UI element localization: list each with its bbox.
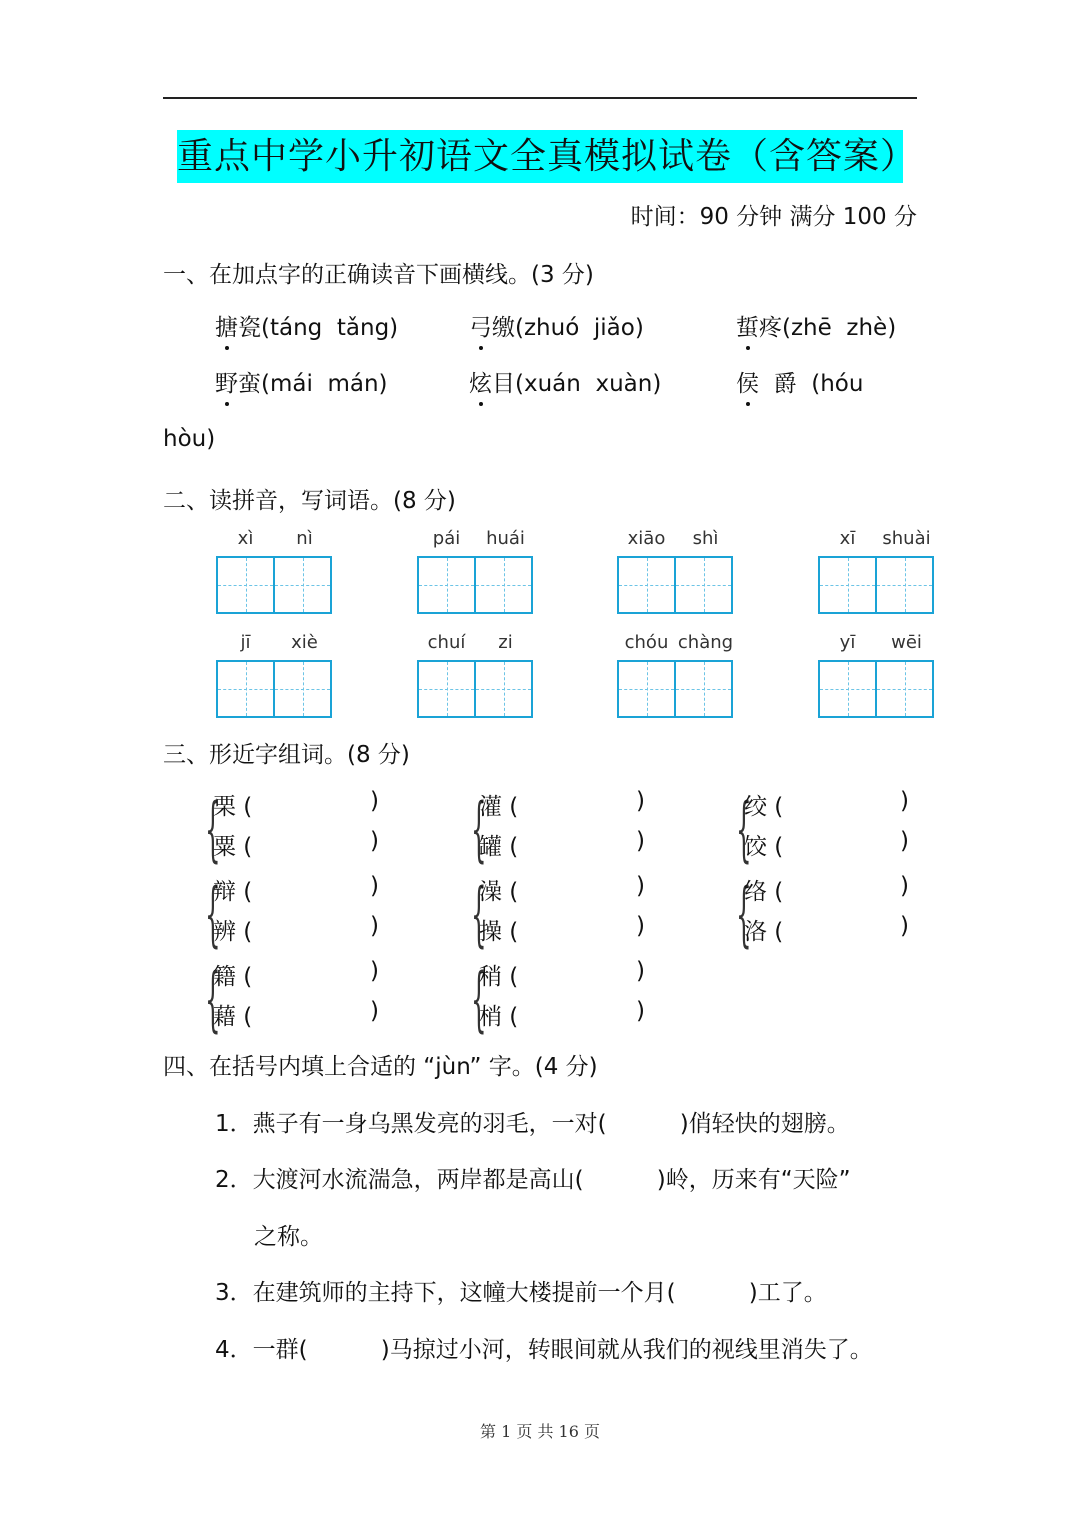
char-pair — [205, 788, 425, 868]
dotted-char: 弓 — [469, 309, 492, 342]
pinyin-syllable: pái — [432, 528, 461, 549]
pinyin-syllable: wēi — [891, 632, 922, 653]
writing-cell[interactable] — [674, 558, 731, 612]
pair-char: 洛 ( — [744, 919, 784, 945]
pair-char: 络 ( — [744, 879, 784, 905]
brace-icon: { — [205, 873, 221, 955]
page-title: 重点中学小升初语文全真模拟试卷（含答案） — [177, 130, 903, 183]
q1-item — [736, 365, 863, 398]
q1-item — [469, 365, 661, 398]
writing-cell[interactable] — [474, 662, 531, 716]
brace-icon: { — [471, 873, 487, 955]
answer-blank[interactable]: ) — [900, 828, 909, 854]
pinyin-syllable: chóu — [624, 632, 669, 653]
answer-blank[interactable]: ) — [636, 913, 645, 939]
q4-line-4: 4．一群( )马掠过小河，转眼间就从我们的视线里消失了。 — [215, 1337, 873, 1363]
dotted-char: 野 — [215, 365, 238, 398]
dotted-char: 搪 — [215, 309, 238, 342]
writing-cell[interactable] — [419, 662, 474, 716]
char-pair — [205, 873, 425, 953]
q4-line-2: 2．大渡河水流湍急，两岸都是高山( )岭，历来有“天险” — [215, 1167, 851, 1193]
pinyin-label — [617, 632, 735, 653]
pinyin-syllable: xī — [839, 528, 856, 549]
answer-blank[interactable]: ) — [636, 998, 645, 1024]
dotted-char: 侯 — [736, 365, 759, 398]
writing-cell[interactable] — [218, 662, 273, 716]
brace-icon: { — [205, 788, 221, 870]
brace-icon: { — [205, 958, 221, 1040]
writing-grid[interactable] — [417, 660, 533, 718]
pinyin-syllable: zi — [498, 632, 513, 653]
pinyin-label — [417, 528, 535, 549]
answer-blank[interactable]: ) — [636, 958, 645, 984]
answer-blank[interactable]: ) — [370, 828, 379, 854]
pair-char: 籍 ( — [213, 964, 253, 990]
q4-line-3: 3．在建筑师的主持下，这幢大楼提前一个月( )工了。 — [215, 1280, 827, 1306]
writing-grid[interactable] — [617, 556, 733, 614]
answer-blank[interactable]: ) — [370, 998, 379, 1024]
char-pair — [736, 873, 956, 953]
answer-blank[interactable]: ) — [636, 788, 645, 814]
brace-icon: { — [471, 788, 487, 870]
q4-line-2-cont: 之称。 — [254, 1224, 323, 1250]
writing-cell[interactable] — [820, 662, 875, 716]
pinyin-options: 目(xuán xuàn) — [492, 371, 662, 397]
pinyin-syllable: jī — [240, 632, 251, 653]
pinyin-syllable: nì — [296, 528, 313, 549]
pinyin-syllable: xì — [237, 528, 254, 549]
q1-overflow: hòu) — [163, 426, 216, 452]
char-pair — [471, 958, 691, 1038]
answer-blank[interactable]: ) — [370, 913, 379, 939]
q1-item — [736, 309, 896, 342]
pair-char: 绞 ( — [744, 794, 784, 820]
brace-icon: { — [736, 788, 752, 870]
pinyin-label — [216, 632, 334, 653]
answer-blank[interactable]: ) — [900, 788, 909, 814]
q1-item — [469, 309, 644, 342]
writing-cell[interactable] — [273, 662, 330, 716]
section-4-heading: 四、在括号内填上合适的 “jùn” 字。(4 分) — [163, 1054, 598, 1080]
pinyin-label — [216, 528, 334, 549]
top-rule — [163, 97, 917, 99]
pinyin-label — [818, 632, 936, 653]
pair-char: 饺 ( — [744, 834, 784, 860]
pinyin-options: 疼(zhē zhè) — [759, 315, 897, 341]
writing-cell[interactable] — [619, 662, 674, 716]
dotted-char: 炫 — [469, 365, 492, 398]
brace-icon: { — [736, 873, 752, 955]
char-pair — [471, 788, 691, 868]
section-3-heading: 三、形近字组词。(8 分) — [163, 742, 410, 768]
pair-char: 操 ( — [479, 919, 519, 945]
pair-char: 灌 ( — [479, 794, 519, 820]
writing-grid[interactable] — [818, 556, 934, 614]
char-pair — [471, 873, 691, 953]
writing-grid[interactable] — [216, 556, 332, 614]
q1-item — [215, 365, 388, 398]
writing-cell[interactable] — [273, 558, 330, 612]
pinyin-syllable: chàng — [677, 632, 734, 653]
pair-char: 辨 ( — [213, 919, 253, 945]
pinyin-syllable: shuài — [882, 528, 931, 549]
writing-cell[interactable] — [875, 662, 932, 716]
pinyin-options: 爵 (hóu — [759, 371, 864, 397]
writing-grid[interactable] — [216, 660, 332, 718]
pinyin-syllable: yī — [839, 632, 856, 653]
writing-cell[interactable] — [218, 558, 273, 612]
answer-blank[interactable]: ) — [900, 873, 909, 899]
section-2-heading: 二、读拼音，写词语。(8 分) — [163, 488, 456, 514]
pinyin-options: 缴(zhuó jiǎo) — [492, 315, 644, 341]
writing-cell[interactable] — [419, 558, 474, 612]
pair-char: 罐 ( — [479, 834, 519, 860]
q4-line-1: 1．燕子有一身乌黑发亮的羽毛，一对( )俏轻快的翅膀。 — [215, 1111, 850, 1137]
page-footer: 第 1 页 共 16 页 — [480, 1422, 600, 1441]
q1-item — [215, 309, 398, 342]
brace-icon: { — [471, 958, 487, 1040]
writing-grid[interactable] — [617, 660, 733, 718]
pair-char: 辩 ( — [213, 879, 253, 905]
pinyin-label — [417, 632, 535, 653]
pinyin-syllable: xiè — [291, 632, 318, 653]
answer-blank[interactable]: ) — [370, 958, 379, 984]
writing-grid[interactable] — [818, 660, 934, 718]
writing-cell[interactable] — [674, 662, 731, 716]
section-1-heading: 一、在加点字的正确读音下画横线。(3 分) — [163, 262, 594, 288]
pinyin-label — [617, 528, 735, 549]
answer-blank[interactable]: ) — [636, 873, 645, 899]
answer-blank[interactable]: ) — [370, 873, 379, 899]
pair-char: 栗 ( — [213, 794, 253, 820]
answer-blank[interactable]: ) — [636, 828, 645, 854]
writing-cell[interactable] — [820, 558, 875, 612]
pinyin-syllable: shì — [692, 528, 719, 549]
answer-blank[interactable]: ) — [370, 788, 379, 814]
pinyin-syllable: huái — [486, 528, 525, 549]
time-info: 时间：90 分钟 满分 100 分 — [630, 204, 917, 230]
pair-char: 藉 ( — [213, 1004, 253, 1030]
pinyin-syllable: xiāo — [627, 528, 666, 549]
char-pair — [205, 958, 425, 1038]
writing-cell[interactable] — [474, 558, 531, 612]
char-pair — [736, 788, 956, 868]
writing-grid[interactable] — [417, 556, 533, 614]
pinyin-label — [818, 528, 936, 549]
pinyin-options: 蛮(mái mán) — [238, 371, 388, 397]
answer-blank[interactable]: ) — [900, 913, 909, 939]
pair-char: 稍 ( — [479, 964, 519, 990]
pair-char: 梢 ( — [479, 1004, 519, 1030]
pair-char: 粟 ( — [213, 834, 253, 860]
pinyin-options: 瓷(táng tǎng) — [238, 315, 399, 341]
writing-cell[interactable] — [619, 558, 674, 612]
pinyin-syllable: chuí — [427, 632, 466, 653]
dotted-char: 蜇 — [736, 309, 759, 342]
writing-cell[interactable] — [875, 558, 932, 612]
pair-char: 澡 ( — [479, 879, 519, 905]
